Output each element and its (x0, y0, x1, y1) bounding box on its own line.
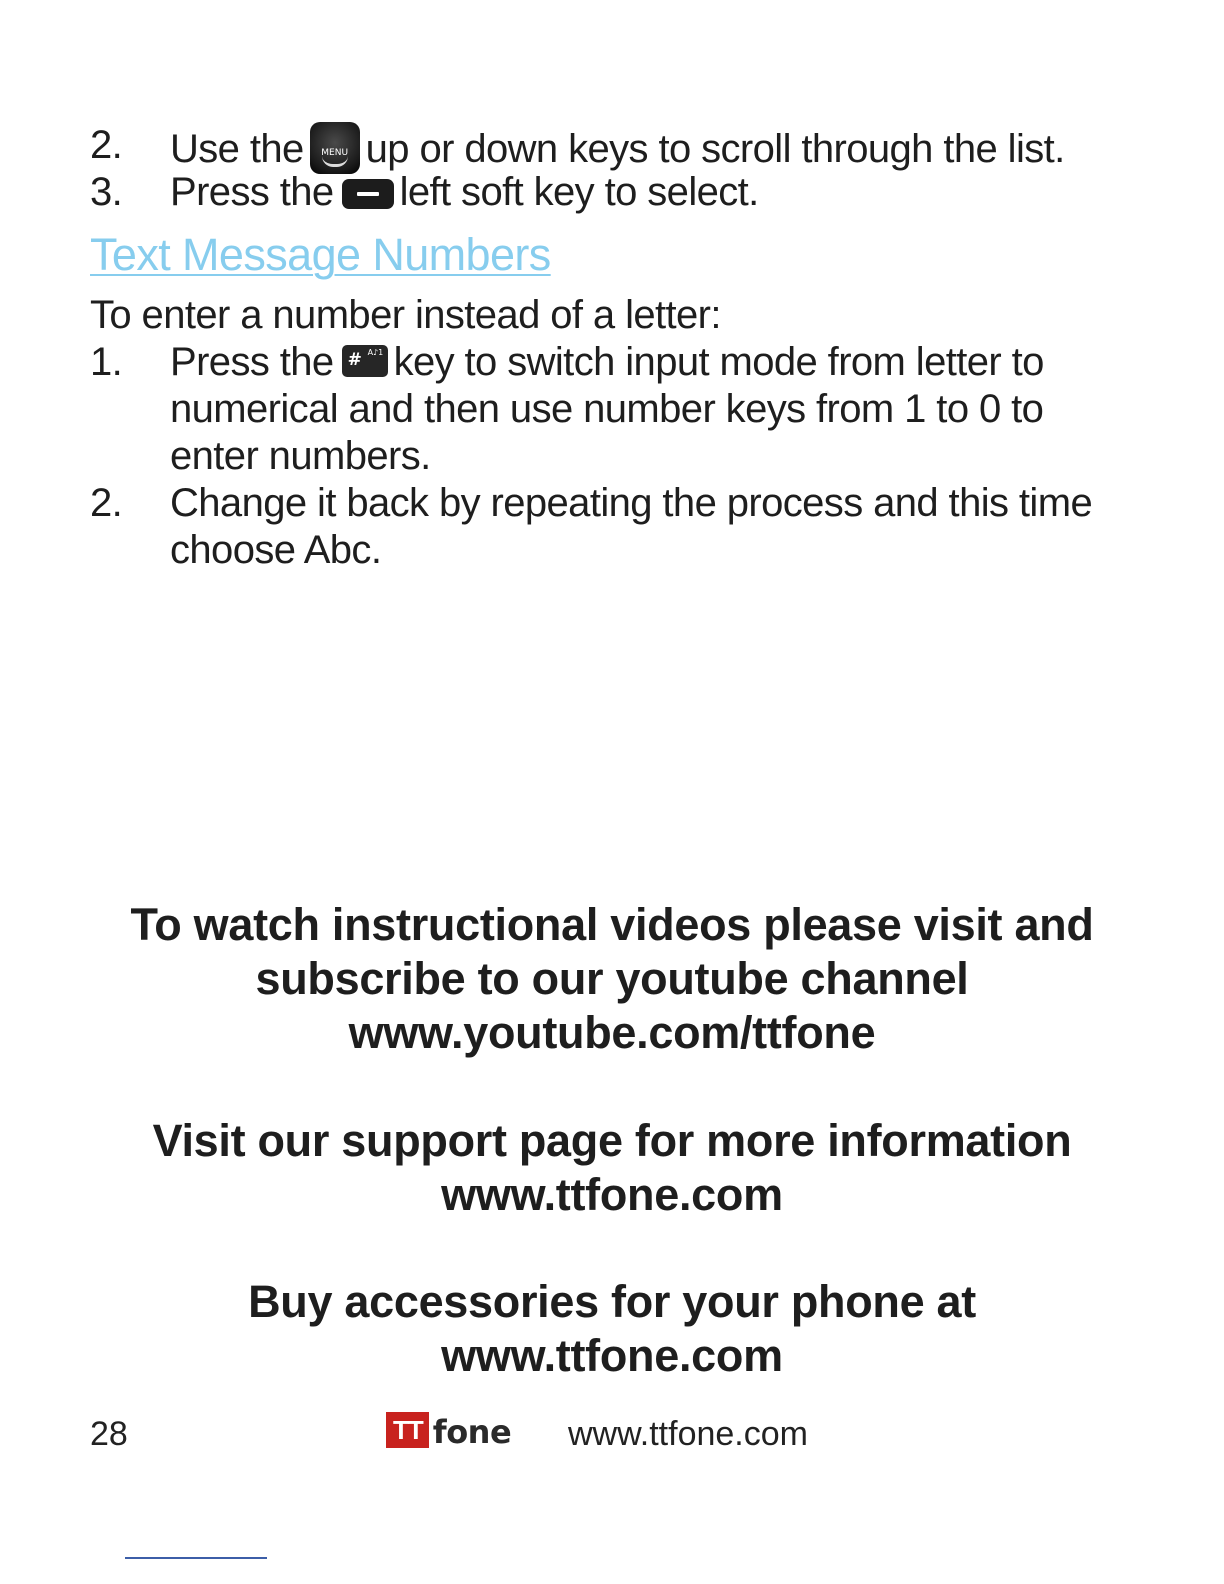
ttfone-logo (386, 1412, 511, 1452)
step-text: Press the # A♪1 key to switch input mode from letter to numerical and then use number keys from 1 to 0 to enter numbers. (170, 340, 1044, 478)
step-number: 2. (90, 123, 123, 167)
support-link[interactable]: www.ttfone.com (441, 1169, 783, 1220)
bottom-rule (125, 1557, 267, 1559)
accessories-promo (0, 1275, 1224, 1383)
step-number: 3. (90, 170, 123, 214)
logo-box: TT (386, 1412, 429, 1448)
youtube-promo (0, 898, 1224, 1060)
support-promo (0, 1114, 1224, 1222)
section-heading: Text Message Numbers (90, 229, 551, 280)
youtube-link[interactable]: www.youtube.com/ttfone (348, 1007, 876, 1058)
promo-line: subscribe to our youtube channel (255, 953, 969, 1004)
step-number: 2. (90, 481, 123, 525)
section-intro: To enter a number instead of a letter: (90, 293, 721, 337)
page-number: 28 (90, 1415, 128, 1453)
promo-line: To watch instructional videos please visit and (130, 899, 1094, 950)
left-soft-key-icon (342, 179, 394, 209)
step-number: 1. (90, 340, 123, 384)
footer-url[interactable]: www.ttfone.com (568, 1415, 808, 1453)
promo-line: Visit our support page for more information (152, 1115, 1072, 1166)
menu-key-icon: MENU (310, 122, 360, 174)
step-text: Press the left soft key to select. (170, 170, 759, 214)
step-text: Change it back by repeating the process and this time choose Abc. (170, 481, 1093, 572)
accessories-link[interactable]: www.ttfone.com (441, 1330, 783, 1381)
step-text: Use the MENU up or down keys to scroll through the list. (170, 122, 1130, 174)
logo-text: fone (432, 1413, 512, 1451)
promo-line: Buy accessories for your phone at (248, 1276, 976, 1327)
hash-key-icon: # A♪1 (342, 345, 388, 377)
